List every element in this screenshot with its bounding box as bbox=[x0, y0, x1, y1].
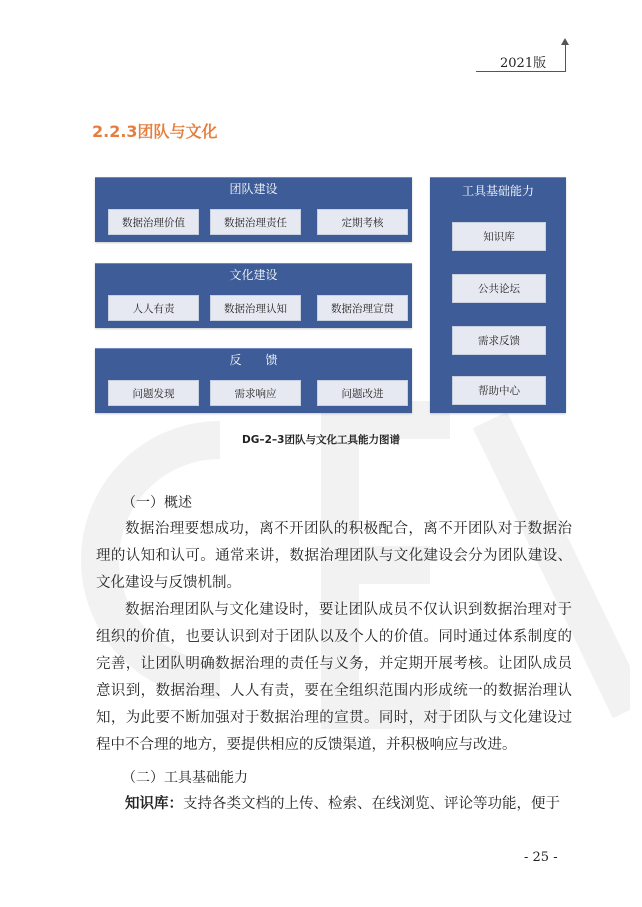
edition-label: 2021版 bbox=[500, 56, 547, 71]
tag-item: 问题发现 bbox=[108, 380, 199, 406]
tag-item: 数据治理认知 bbox=[210, 295, 301, 321]
tag-item: 数据治理责任 bbox=[210, 209, 301, 235]
panel-feedback bbox=[95, 348, 412, 413]
header-rule-vertical bbox=[565, 44, 566, 72]
tag-item: 需求响应 bbox=[210, 380, 301, 406]
tag-item: 公共论坛 bbox=[452, 274, 546, 303]
page-number: - 25 - bbox=[524, 850, 558, 865]
tools-heading: （二）工具基础能力 bbox=[122, 770, 248, 786]
arrow-up-icon bbox=[561, 38, 569, 45]
tag-item: 知识库 bbox=[452, 222, 546, 251]
tag-item: 帮助中心 bbox=[452, 376, 546, 405]
panel-title: 文化建设 bbox=[229, 268, 278, 282]
header-rule bbox=[476, 71, 565, 72]
tag-item: 需求反馈 bbox=[452, 326, 546, 355]
tag-item: 问题改进 bbox=[317, 380, 408, 406]
overview-heading: （一）概述 bbox=[122, 495, 192, 511]
panel-culture-building bbox=[95, 263, 412, 328]
tag-item: 数据治理价值 bbox=[108, 209, 199, 235]
knowledge-base-label: 知识库： bbox=[125, 796, 183, 812]
overview-paragraph-1: 数据治理要想成功，离不开团队的积极配合，离不开团队对于数据治理的认知和认可。通常来讲，数据治理团队与文化建设会分为团队建设、文化建设与反馈机制。 bbox=[96, 521, 572, 591]
figure-caption: DG–2–3团队与文化工具能力图谱 bbox=[242, 434, 400, 446]
panel-title: 工具基础能力 bbox=[461, 184, 534, 198]
panel-tool-capability bbox=[430, 177, 566, 413]
tag-item: 人人有责 bbox=[108, 295, 199, 321]
knowledge-base-paragraph bbox=[96, 791, 572, 818]
panel-title: 团队建设 bbox=[229, 182, 278, 196]
knowledge-base-text: 支持各类文档的上传、检索、在线浏览、评论等功能，便于 bbox=[183, 796, 560, 812]
tag-item: 定期考核 bbox=[317, 209, 408, 235]
panel-title: 反 馈 bbox=[229, 353, 278, 367]
section-title: 2.2.3团队与文化 bbox=[92, 122, 218, 141]
panel-team-building bbox=[95, 177, 412, 242]
overview-paragraph-2: 数据治理团队与文化建设时，要让团队成员不仅认识到数据治理对于组织的价值，也要认识到对于团队以及个人的价值。同时通过体系制度的完善，让团队明确数据治理的责任与义务，并定期开展考核。让团队成员意识到，数据治理、人人有责，要在全组织范围内形成统一的数据治理认知，为此要不断加强对于数据治理的宣贯。同时，对于团队与文化建设过程中不合理的地方，要提供相应的反馈渠道，并积极响应与改进。 bbox=[96, 602, 572, 753]
tag-item: 数据治理宣贯 bbox=[317, 295, 408, 321]
